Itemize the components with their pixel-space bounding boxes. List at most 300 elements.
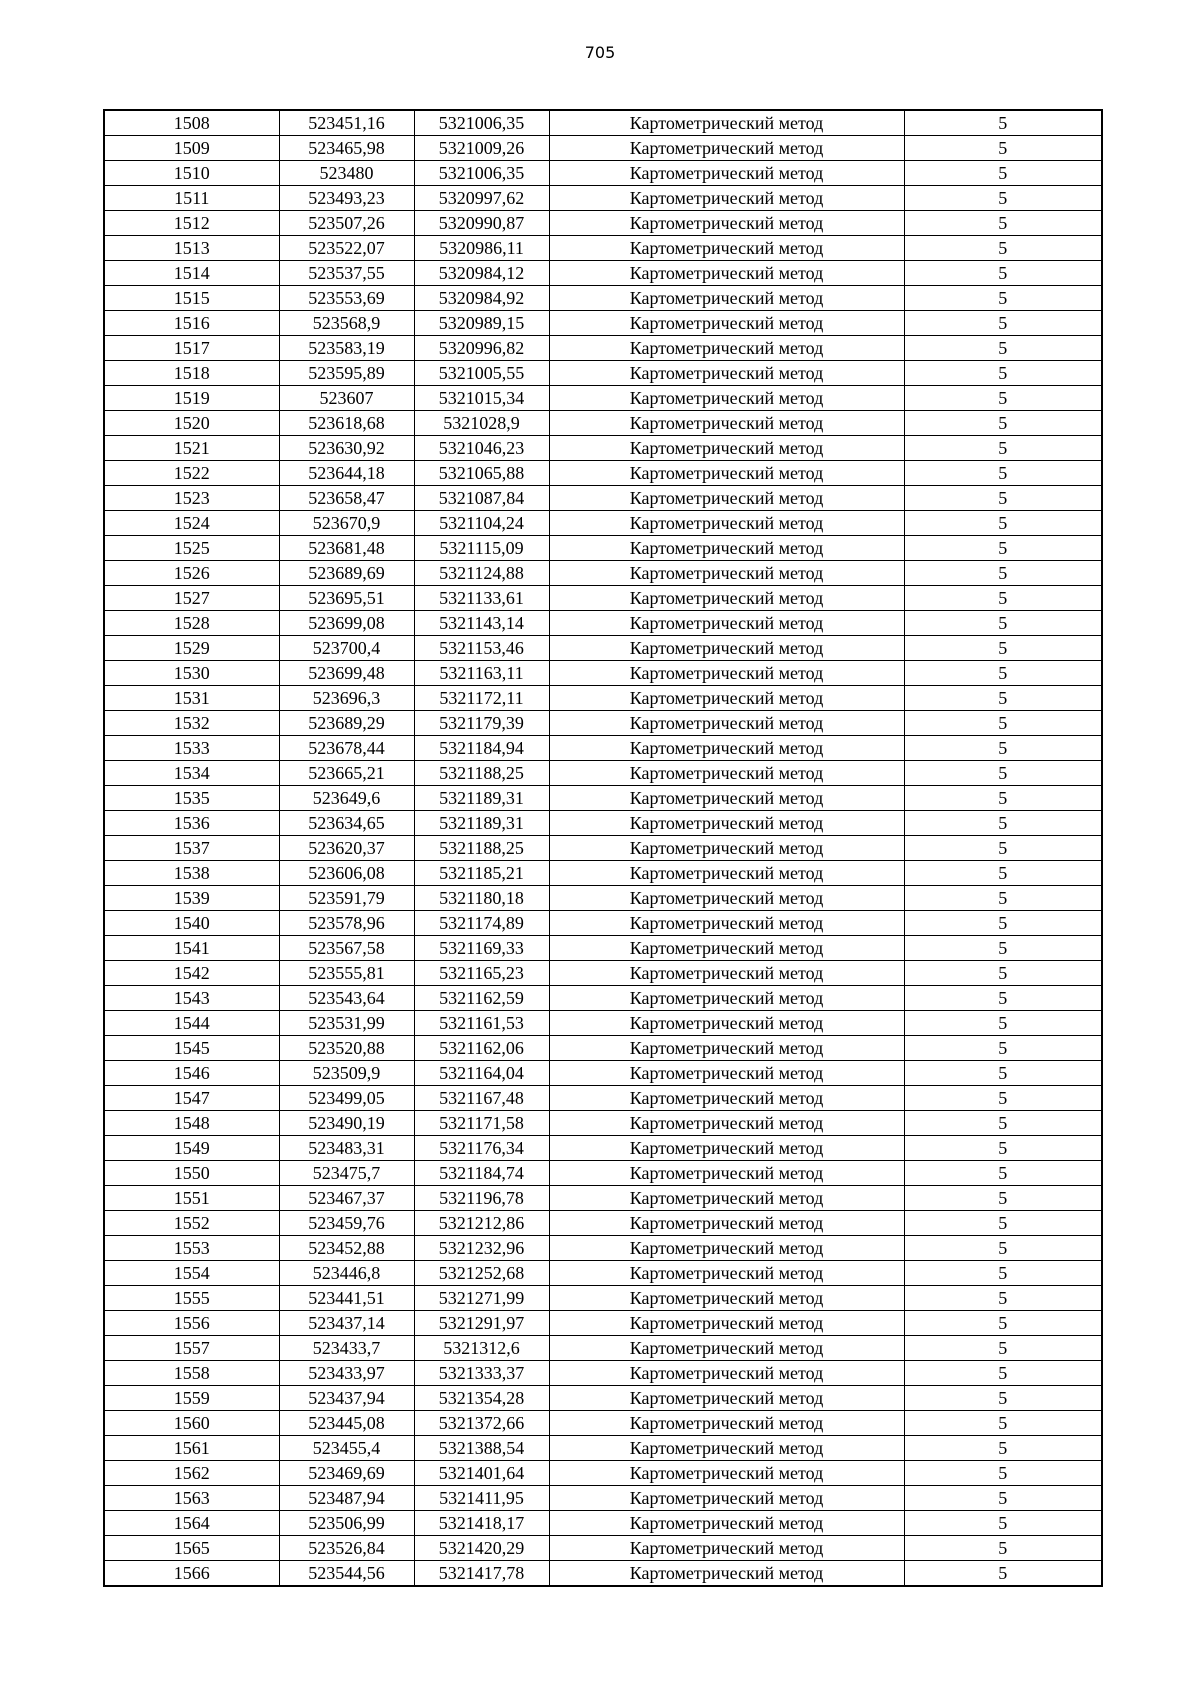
method-cell: Картометрический метод bbox=[549, 336, 904, 361]
y-coordinate-cell: 5321163,11 bbox=[414, 661, 549, 686]
table-row bbox=[104, 1286, 1102, 1311]
x-coordinate-cell: 523630,92 bbox=[279, 436, 414, 461]
x-coordinate-cell: 523553,69 bbox=[279, 286, 414, 311]
y-coordinate-cell: 5321015,34 bbox=[414, 386, 549, 411]
y-coordinate-cell: 5321188,25 bbox=[414, 761, 549, 786]
y-coordinate-cell: 5320989,15 bbox=[414, 311, 549, 336]
x-coordinate-cell: 523699,08 bbox=[279, 611, 414, 636]
x-coordinate-cell: 523699,48 bbox=[279, 661, 414, 686]
y-coordinate-cell: 5321418,17 bbox=[414, 1511, 549, 1536]
method-cell: Картометрический метод bbox=[549, 1061, 904, 1086]
point-number-cell: 1546 bbox=[104, 1061, 279, 1086]
x-coordinate-cell: 523469,69 bbox=[279, 1461, 414, 1486]
table-row bbox=[104, 661, 1102, 686]
x-coordinate-cell: 523670,9 bbox=[279, 511, 414, 536]
y-coordinate-cell: 5321065,88 bbox=[414, 461, 549, 486]
x-coordinate-cell: 523578,96 bbox=[279, 911, 414, 936]
y-coordinate-cell: 5321143,14 bbox=[414, 611, 549, 636]
method-cell: Картометрический метод bbox=[549, 1011, 904, 1036]
point-number-cell: 1557 bbox=[104, 1336, 279, 1361]
accuracy-cell: 5 bbox=[904, 311, 1102, 336]
table-row bbox=[104, 761, 1102, 786]
table-row bbox=[104, 811, 1102, 836]
method-cell: Картометрический метод bbox=[549, 761, 904, 786]
method-cell: Картометрический метод bbox=[549, 1336, 904, 1361]
table-row bbox=[104, 636, 1102, 661]
point-number-cell: 1516 bbox=[104, 311, 279, 336]
accuracy-cell: 5 bbox=[904, 1136, 1102, 1161]
y-coordinate-cell: 5321169,33 bbox=[414, 936, 549, 961]
point-number-cell: 1529 bbox=[104, 636, 279, 661]
point-number-cell: 1536 bbox=[104, 811, 279, 836]
accuracy-cell: 5 bbox=[904, 361, 1102, 386]
y-coordinate-cell: 5321133,61 bbox=[414, 586, 549, 611]
table-row bbox=[104, 911, 1102, 936]
point-number-cell: 1562 bbox=[104, 1461, 279, 1486]
point-number-cell: 1554 bbox=[104, 1261, 279, 1286]
y-coordinate-cell: 5321162,59 bbox=[414, 986, 549, 1011]
table-row bbox=[104, 736, 1102, 761]
method-cell: Картометрический метод bbox=[549, 1361, 904, 1386]
method-cell: Картометрический метод bbox=[549, 461, 904, 486]
point-number-cell: 1522 bbox=[104, 461, 279, 486]
table-row bbox=[104, 1111, 1102, 1136]
method-cell: Картометрический метод bbox=[549, 136, 904, 161]
y-coordinate-cell: 5321171,58 bbox=[414, 1111, 549, 1136]
page-number: 705 bbox=[584, 43, 616, 62]
table-row bbox=[104, 561, 1102, 586]
y-coordinate-cell: 5321176,34 bbox=[414, 1136, 549, 1161]
point-number-cell: 1517 bbox=[104, 336, 279, 361]
x-coordinate-cell: 523452,88 bbox=[279, 1236, 414, 1261]
x-coordinate-cell: 523700,4 bbox=[279, 636, 414, 661]
accuracy-cell: 5 bbox=[904, 1261, 1102, 1286]
x-coordinate-cell: 523695,51 bbox=[279, 586, 414, 611]
accuracy-cell: 5 bbox=[904, 1186, 1102, 1211]
method-cell: Картометрический метод bbox=[549, 386, 904, 411]
y-coordinate-cell: 5321162,06 bbox=[414, 1036, 549, 1061]
accuracy-cell: 5 bbox=[904, 186, 1102, 211]
table-row bbox=[104, 1561, 1102, 1587]
method-cell: Картометрический метод bbox=[549, 361, 904, 386]
x-coordinate-cell: 523658,47 bbox=[279, 486, 414, 511]
accuracy-cell: 5 bbox=[904, 1361, 1102, 1386]
accuracy-cell: 5 bbox=[904, 1461, 1102, 1486]
x-coordinate-cell: 523437,94 bbox=[279, 1386, 414, 1411]
point-number-cell: 1528 bbox=[104, 611, 279, 636]
table-row bbox=[104, 1261, 1102, 1286]
point-number-cell: 1559 bbox=[104, 1386, 279, 1411]
method-cell: Картометрический метод bbox=[549, 1536, 904, 1561]
table-row bbox=[104, 1186, 1102, 1211]
y-coordinate-cell: 5321271,99 bbox=[414, 1286, 549, 1311]
accuracy-cell: 5 bbox=[904, 1086, 1102, 1111]
point-number-cell: 1515 bbox=[104, 286, 279, 311]
method-cell: Картометрический метод bbox=[549, 411, 904, 436]
x-coordinate-cell: 523465,98 bbox=[279, 136, 414, 161]
table-row bbox=[104, 1486, 1102, 1511]
table-row bbox=[104, 611, 1102, 636]
x-coordinate-cell: 523475,7 bbox=[279, 1161, 414, 1186]
table-row bbox=[104, 961, 1102, 986]
accuracy-cell: 5 bbox=[904, 636, 1102, 661]
accuracy-cell: 5 bbox=[904, 1236, 1102, 1261]
method-cell: Картометрический метод bbox=[549, 1136, 904, 1161]
method-cell: Картометрический метод bbox=[549, 911, 904, 936]
y-coordinate-cell: 5321006,35 bbox=[414, 110, 549, 136]
y-coordinate-cell: 5321417,78 bbox=[414, 1561, 549, 1587]
accuracy-cell: 5 bbox=[904, 411, 1102, 436]
x-coordinate-cell: 523618,68 bbox=[279, 411, 414, 436]
method-cell: Картометрический метод bbox=[549, 811, 904, 836]
y-coordinate-cell: 5321411,95 bbox=[414, 1486, 549, 1511]
method-cell: Картометрический метод bbox=[549, 286, 904, 311]
method-cell: Картометрический метод bbox=[549, 511, 904, 536]
x-coordinate-cell: 523459,76 bbox=[279, 1211, 414, 1236]
y-coordinate-cell: 5321372,66 bbox=[414, 1411, 549, 1436]
point-number-cell: 1566 bbox=[104, 1561, 279, 1587]
point-number-cell: 1550 bbox=[104, 1161, 279, 1186]
table-row bbox=[104, 536, 1102, 561]
x-coordinate-cell: 523681,48 bbox=[279, 536, 414, 561]
point-number-cell: 1545 bbox=[104, 1036, 279, 1061]
x-coordinate-cell: 523531,99 bbox=[279, 1011, 414, 1036]
accuracy-cell: 5 bbox=[904, 836, 1102, 861]
table-row bbox=[104, 261, 1102, 286]
method-cell: Картометрический метод bbox=[549, 1411, 904, 1436]
accuracy-cell: 5 bbox=[904, 136, 1102, 161]
y-coordinate-cell: 5321179,39 bbox=[414, 711, 549, 736]
point-number-cell: 1534 bbox=[104, 761, 279, 786]
x-coordinate-cell: 523483,31 bbox=[279, 1136, 414, 1161]
method-cell: Картометрический метод bbox=[549, 1461, 904, 1486]
y-coordinate-cell: 5320990,87 bbox=[414, 211, 549, 236]
accuracy-cell: 5 bbox=[904, 561, 1102, 586]
method-cell: Картометрический метод bbox=[549, 786, 904, 811]
x-coordinate-cell: 523493,23 bbox=[279, 186, 414, 211]
y-coordinate-cell: 5321401,64 bbox=[414, 1461, 549, 1486]
x-coordinate-cell: 523467,37 bbox=[279, 1186, 414, 1211]
method-cell: Картометрический метод bbox=[549, 436, 904, 461]
accuracy-cell: 5 bbox=[904, 1011, 1102, 1036]
accuracy-cell: 5 bbox=[904, 911, 1102, 936]
point-number-cell: 1509 bbox=[104, 136, 279, 161]
point-number-cell: 1518 bbox=[104, 361, 279, 386]
accuracy-cell: 5 bbox=[904, 486, 1102, 511]
point-number-cell: 1539 bbox=[104, 886, 279, 911]
x-coordinate-cell: 523441,51 bbox=[279, 1286, 414, 1311]
table-row bbox=[104, 236, 1102, 261]
x-coordinate-cell: 523487,94 bbox=[279, 1486, 414, 1511]
point-number-cell: 1541 bbox=[104, 936, 279, 961]
table-row bbox=[104, 1336, 1102, 1361]
point-number-cell: 1525 bbox=[104, 536, 279, 561]
point-number-cell: 1537 bbox=[104, 836, 279, 861]
table-row bbox=[104, 136, 1102, 161]
method-cell: Картометрический метод bbox=[549, 536, 904, 561]
table-row bbox=[104, 1411, 1102, 1436]
x-coordinate-cell: 523507,26 bbox=[279, 211, 414, 236]
y-coordinate-cell: 5320997,62 bbox=[414, 186, 549, 211]
method-cell: Картометрический метод bbox=[549, 711, 904, 736]
accuracy-cell: 5 bbox=[904, 161, 1102, 186]
x-coordinate-cell: 523522,07 bbox=[279, 236, 414, 261]
x-coordinate-cell: 523568,9 bbox=[279, 311, 414, 336]
point-number-cell: 1530 bbox=[104, 661, 279, 686]
point-number-cell: 1538 bbox=[104, 861, 279, 886]
y-coordinate-cell: 5321005,55 bbox=[414, 361, 549, 386]
x-coordinate-cell: 523446,8 bbox=[279, 1261, 414, 1286]
point-number-cell: 1521 bbox=[104, 436, 279, 461]
table-row bbox=[104, 1061, 1102, 1086]
method-cell: Картометрический метод bbox=[549, 861, 904, 886]
y-coordinate-cell: 5321087,84 bbox=[414, 486, 549, 511]
method-cell: Картометрический метод bbox=[549, 586, 904, 611]
accuracy-cell: 5 bbox=[904, 986, 1102, 1011]
accuracy-cell: 5 bbox=[904, 936, 1102, 961]
point-number-cell: 1526 bbox=[104, 561, 279, 586]
table-row bbox=[104, 1461, 1102, 1486]
y-coordinate-cell: 5321212,86 bbox=[414, 1211, 549, 1236]
y-coordinate-cell: 5321046,23 bbox=[414, 436, 549, 461]
x-coordinate-cell: 523543,64 bbox=[279, 986, 414, 1011]
y-coordinate-cell: 5321312,6 bbox=[414, 1336, 549, 1361]
point-number-cell: 1561 bbox=[104, 1436, 279, 1461]
accuracy-cell: 5 bbox=[904, 661, 1102, 686]
method-cell: Картометрический метод bbox=[549, 836, 904, 861]
method-cell: Картометрический метод bbox=[549, 636, 904, 661]
accuracy-cell: 5 bbox=[904, 711, 1102, 736]
point-number-cell: 1560 bbox=[104, 1411, 279, 1436]
x-coordinate-cell: 523506,99 bbox=[279, 1511, 414, 1536]
x-coordinate-cell: 523678,44 bbox=[279, 736, 414, 761]
table-row bbox=[104, 511, 1102, 536]
x-coordinate-cell: 523490,19 bbox=[279, 1111, 414, 1136]
accuracy-cell: 5 bbox=[904, 1111, 1102, 1136]
accuracy-cell: 5 bbox=[904, 1311, 1102, 1336]
method-cell: Картометрический метод bbox=[549, 1286, 904, 1311]
method-cell: Картометрический метод bbox=[549, 561, 904, 586]
y-coordinate-cell: 5320984,12 bbox=[414, 261, 549, 286]
table-row bbox=[104, 361, 1102, 386]
y-coordinate-cell: 5321252,68 bbox=[414, 1261, 549, 1286]
y-coordinate-cell: 5321291,97 bbox=[414, 1311, 549, 1336]
table-row bbox=[104, 886, 1102, 911]
table-row bbox=[104, 1436, 1102, 1461]
table-row bbox=[104, 1511, 1102, 1536]
point-number-cell: 1520 bbox=[104, 411, 279, 436]
method-cell: Картометрический метод bbox=[549, 1386, 904, 1411]
table-row bbox=[104, 411, 1102, 436]
y-coordinate-cell: 5321185,21 bbox=[414, 861, 549, 886]
y-coordinate-cell: 5321184,74 bbox=[414, 1161, 549, 1186]
y-coordinate-cell: 5321115,09 bbox=[414, 536, 549, 561]
method-cell: Картометрический метод bbox=[549, 1111, 904, 1136]
accuracy-cell: 5 bbox=[904, 1386, 1102, 1411]
accuracy-cell: 5 bbox=[904, 1511, 1102, 1536]
accuracy-cell: 5 bbox=[904, 286, 1102, 311]
method-cell: Картометрический метод bbox=[549, 1486, 904, 1511]
point-number-cell: 1535 bbox=[104, 786, 279, 811]
table-row bbox=[104, 286, 1102, 311]
y-coordinate-cell: 5321196,78 bbox=[414, 1186, 549, 1211]
x-coordinate-cell: 523433,7 bbox=[279, 1336, 414, 1361]
accuracy-cell: 5 bbox=[904, 961, 1102, 986]
method-cell: Картометрический метод bbox=[549, 986, 904, 1011]
y-coordinate-cell: 5321124,88 bbox=[414, 561, 549, 586]
method-cell: Картометрический метод bbox=[549, 1436, 904, 1461]
method-cell: Картометрический метод bbox=[549, 186, 904, 211]
table-row bbox=[104, 1011, 1102, 1036]
y-coordinate-cell: 5321333,37 bbox=[414, 1361, 549, 1386]
x-coordinate-cell: 523696,3 bbox=[279, 686, 414, 711]
y-coordinate-cell: 5321161,53 bbox=[414, 1011, 549, 1036]
table-row bbox=[104, 1211, 1102, 1236]
x-coordinate-cell: 523591,79 bbox=[279, 886, 414, 911]
y-coordinate-cell: 5321354,28 bbox=[414, 1386, 549, 1411]
table-row bbox=[104, 1311, 1102, 1336]
x-coordinate-cell: 523480 bbox=[279, 161, 414, 186]
method-cell: Картометрический метод bbox=[549, 261, 904, 286]
table-row bbox=[104, 1161, 1102, 1186]
point-number-cell: 1519 bbox=[104, 386, 279, 411]
accuracy-cell: 5 bbox=[904, 736, 1102, 761]
x-coordinate-cell: 523689,29 bbox=[279, 711, 414, 736]
table-row bbox=[104, 1136, 1102, 1161]
y-coordinate-cell: 5320996,82 bbox=[414, 336, 549, 361]
table-row bbox=[104, 1536, 1102, 1561]
table-row bbox=[104, 486, 1102, 511]
y-coordinate-cell: 5320986,11 bbox=[414, 236, 549, 261]
accuracy-cell: 5 bbox=[904, 1411, 1102, 1436]
accuracy-cell: 5 bbox=[904, 461, 1102, 486]
point-number-cell: 1508 bbox=[104, 110, 279, 136]
method-cell: Картометрический метод bbox=[549, 486, 904, 511]
x-coordinate-cell: 523537,55 bbox=[279, 261, 414, 286]
x-coordinate-cell: 523689,69 bbox=[279, 561, 414, 586]
accuracy-cell: 5 bbox=[904, 686, 1102, 711]
point-number-cell: 1511 bbox=[104, 186, 279, 211]
y-coordinate-cell: 5321009,26 bbox=[414, 136, 549, 161]
point-number-cell: 1527 bbox=[104, 586, 279, 611]
method-cell: Картометрический метод bbox=[549, 1186, 904, 1211]
point-number-cell: 1532 bbox=[104, 711, 279, 736]
point-number-cell: 1510 bbox=[104, 161, 279, 186]
table-row bbox=[104, 386, 1102, 411]
method-cell: Картометрический метод bbox=[549, 1236, 904, 1261]
point-number-cell: 1553 bbox=[104, 1236, 279, 1261]
y-coordinate-cell: 5321184,94 bbox=[414, 736, 549, 761]
x-coordinate-cell: 523583,19 bbox=[279, 336, 414, 361]
accuracy-cell: 5 bbox=[904, 586, 1102, 611]
accuracy-cell: 5 bbox=[904, 1036, 1102, 1061]
method-cell: Картометрический метод bbox=[549, 736, 904, 761]
point-number-cell: 1565 bbox=[104, 1536, 279, 1561]
y-coordinate-cell: 5321189,31 bbox=[414, 786, 549, 811]
table-row bbox=[104, 461, 1102, 486]
point-number-cell: 1549 bbox=[104, 1136, 279, 1161]
x-coordinate-cell: 523455,4 bbox=[279, 1436, 414, 1461]
accuracy-cell: 5 bbox=[904, 386, 1102, 411]
y-coordinate-cell: 5321188,25 bbox=[414, 836, 549, 861]
table-row bbox=[104, 986, 1102, 1011]
table-row bbox=[104, 1386, 1102, 1411]
accuracy-cell: 5 bbox=[904, 1486, 1102, 1511]
accuracy-cell: 5 bbox=[904, 110, 1102, 136]
x-coordinate-cell: 523567,58 bbox=[279, 936, 414, 961]
method-cell: Картометрический метод bbox=[549, 1511, 904, 1536]
x-coordinate-cell: 523606,08 bbox=[279, 861, 414, 886]
x-coordinate-cell: 523499,05 bbox=[279, 1086, 414, 1111]
method-cell: Картометрический метод bbox=[549, 1261, 904, 1286]
table-row bbox=[104, 686, 1102, 711]
y-coordinate-cell: 5321165,23 bbox=[414, 961, 549, 986]
accuracy-cell: 5 bbox=[904, 1161, 1102, 1186]
point-number-cell: 1540 bbox=[104, 911, 279, 936]
x-coordinate-cell: 523433,97 bbox=[279, 1361, 414, 1386]
x-coordinate-cell: 523607 bbox=[279, 386, 414, 411]
point-number-cell: 1555 bbox=[104, 1286, 279, 1311]
method-cell: Картометрический метод bbox=[549, 236, 904, 261]
point-number-cell: 1551 bbox=[104, 1186, 279, 1211]
x-coordinate-cell: 523451,16 bbox=[279, 110, 414, 136]
y-coordinate-cell: 5321104,24 bbox=[414, 511, 549, 536]
table-row bbox=[104, 836, 1102, 861]
y-coordinate-cell: 5321189,31 bbox=[414, 811, 549, 836]
point-number-cell: 1564 bbox=[104, 1511, 279, 1536]
y-coordinate-cell: 5321167,48 bbox=[414, 1086, 549, 1111]
accuracy-cell: 5 bbox=[904, 1061, 1102, 1086]
x-coordinate-cell: 523649,6 bbox=[279, 786, 414, 811]
method-cell: Картометрический метод bbox=[549, 1561, 904, 1587]
table-row bbox=[104, 1236, 1102, 1261]
accuracy-cell: 5 bbox=[904, 811, 1102, 836]
table-row bbox=[104, 336, 1102, 361]
method-cell: Картометрический метод bbox=[549, 1086, 904, 1111]
y-coordinate-cell: 5321388,54 bbox=[414, 1436, 549, 1461]
accuracy-cell: 5 bbox=[904, 761, 1102, 786]
point-number-cell: 1563 bbox=[104, 1486, 279, 1511]
accuracy-cell: 5 bbox=[904, 786, 1102, 811]
accuracy-cell: 5 bbox=[904, 1211, 1102, 1236]
table-row bbox=[104, 936, 1102, 961]
table-row bbox=[104, 1361, 1102, 1386]
point-number-cell: 1512 bbox=[104, 211, 279, 236]
y-coordinate-cell: 5320984,92 bbox=[414, 286, 549, 311]
y-coordinate-cell: 5321006,35 bbox=[414, 161, 549, 186]
table-row bbox=[104, 211, 1102, 236]
accuracy-cell: 5 bbox=[904, 336, 1102, 361]
method-cell: Картометрический метод bbox=[549, 161, 904, 186]
y-coordinate-cell: 5321028,9 bbox=[414, 411, 549, 436]
x-coordinate-cell: 523544,56 bbox=[279, 1561, 414, 1587]
table-row bbox=[104, 110, 1102, 136]
table-row bbox=[104, 586, 1102, 611]
x-coordinate-cell: 523595,89 bbox=[279, 361, 414, 386]
point-number-cell: 1548 bbox=[104, 1111, 279, 1136]
accuracy-cell: 5 bbox=[904, 886, 1102, 911]
table-row bbox=[104, 711, 1102, 736]
x-coordinate-cell: 523665,21 bbox=[279, 761, 414, 786]
method-cell: Картометрический метод bbox=[549, 686, 904, 711]
method-cell: Картометрический метод bbox=[549, 661, 904, 686]
method-cell: Картометрический метод bbox=[549, 311, 904, 336]
coordinates-table-body bbox=[104, 110, 1102, 1586]
x-coordinate-cell: 523509,9 bbox=[279, 1061, 414, 1086]
x-coordinate-cell: 523620,37 bbox=[279, 836, 414, 861]
accuracy-cell: 5 bbox=[904, 536, 1102, 561]
method-cell: Картометрический метод bbox=[549, 886, 904, 911]
